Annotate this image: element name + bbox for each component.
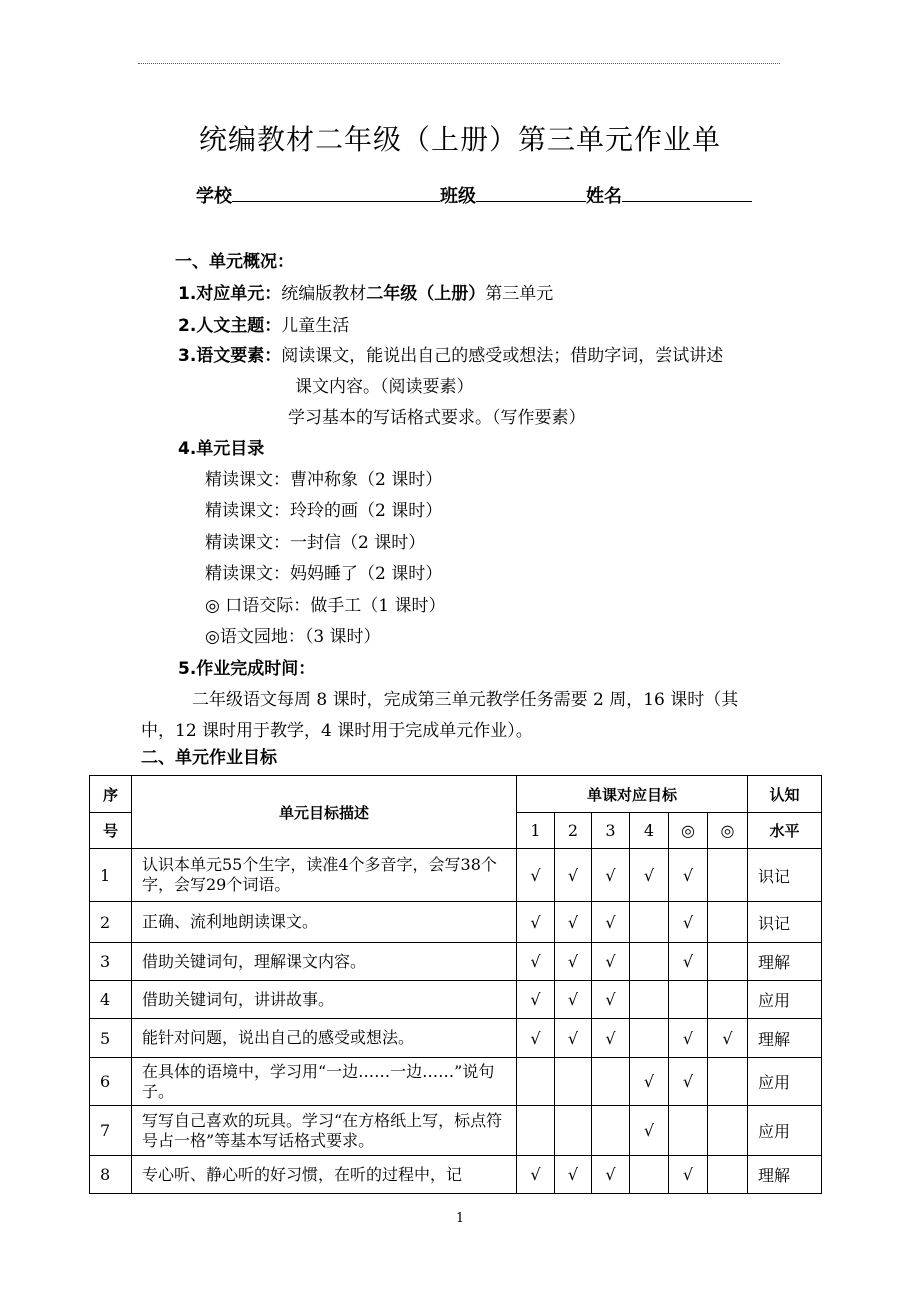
check-mark	[669, 981, 708, 1019]
page-number: 1	[455, 1211, 465, 1226]
row-description: 正确、流利地朗读课文。	[132, 902, 517, 943]
time-text-1: 二年级语文每周 8 课时，完成第三单元教学任务需要 2 周，16 课时（其	[192, 690, 739, 710]
target-col-1: 1	[517, 813, 555, 849]
student-info-fields	[196, 181, 752, 208]
row-description: 在具体的语境中，学习用“一边……一边……”说句子。	[132, 1058, 517, 1106]
seq-header-top: 序	[90, 776, 132, 813]
table-row	[90, 849, 822, 902]
table-row	[90, 1156, 822, 1194]
cognitive-level: 识记	[748, 849, 822, 902]
check-mark: √	[669, 943, 708, 981]
check-mark	[630, 1156, 669, 1194]
check-mark	[708, 1156, 748, 1194]
check-mark	[630, 902, 669, 943]
target-col-oral: ◎	[669, 813, 708, 849]
cognitive-level: 理解	[748, 1019, 822, 1058]
check-mark: √	[555, 902, 592, 943]
row-description: 写写自己喜欢的玩具。学习“在方格纸上写，标点符号占一格”等基本写话格式要求。	[132, 1106, 517, 1156]
page-title: 统编教材二年级（上册）第三单元作业单	[198, 123, 721, 156]
lang-text-3: 学习基本的写话格式要求。（写作要素）	[288, 408, 586, 428]
goals-table	[89, 775, 822, 1194]
check-mark: √	[669, 1058, 708, 1106]
table-row	[90, 943, 822, 981]
targets-header: 单课对应目标	[517, 776, 748, 813]
check-mark	[669, 1106, 708, 1156]
check-mark: √	[592, 902, 630, 943]
target-col-garden: ◎	[708, 813, 748, 849]
desc-header: 单元目标描述	[132, 776, 517, 849]
theme-value: 儿童生活	[281, 316, 350, 336]
check-mark	[517, 1058, 555, 1106]
target-col-2: 2	[555, 813, 592, 849]
theme-label: 2.人文主题：	[178, 316, 282, 336]
time-label: 5.作业完成时间：	[178, 659, 316, 679]
check-mark	[708, 849, 748, 902]
catalog-item: ◎ 口语交际：做手工（1 课时）	[205, 596, 446, 616]
cognitive-level: 理解	[748, 1156, 822, 1194]
check-mark	[555, 1106, 592, 1156]
check-mark: √	[517, 849, 555, 902]
check-mark	[708, 981, 748, 1019]
name-label: 姓名	[586, 186, 622, 207]
theme-line	[178, 311, 349, 336]
check-mark: √	[555, 849, 592, 902]
unit-prefix: 统编版教材	[281, 284, 367, 304]
check-mark	[592, 1106, 630, 1156]
target-col-3: 3	[592, 813, 630, 849]
check-mark	[708, 943, 748, 981]
unit-line	[178, 279, 553, 304]
check-mark: √	[669, 1019, 708, 1058]
level-header-bottom: 水平	[748, 813, 822, 849]
catalog-item: 精读课文：玲玲的画（2 课时）	[205, 501, 443, 521]
check-mark	[630, 981, 669, 1019]
target-col-4: 4	[630, 813, 669, 849]
check-mark	[708, 1058, 748, 1106]
check-mark: √	[630, 1106, 669, 1156]
check-mark: √	[592, 1156, 630, 1194]
catalog-item: 精读课文：妈妈睡了（2 课时）	[205, 564, 443, 584]
row-number: 6	[90, 1058, 132, 1106]
catalog-label: 4.单元目录	[178, 439, 265, 459]
table-row	[90, 1019, 822, 1058]
section2-heading: 二、单元作业目标	[141, 748, 277, 768]
unit-bold: 二年级（上册）	[366, 284, 486, 304]
check-mark: √	[630, 849, 669, 902]
class-blank[interactable]	[476, 181, 586, 202]
check-mark	[630, 943, 669, 981]
check-mark: √	[555, 943, 592, 981]
table-row	[90, 902, 822, 943]
check-mark: √	[517, 981, 555, 1019]
section1-heading: 一、单元概况：	[175, 252, 294, 272]
check-mark: √	[669, 1156, 708, 1194]
check-mark	[517, 1106, 555, 1156]
time-text-2: 中，12 课时用于教学，4 课时用于完成单元作业）。	[141, 721, 533, 741]
cognitive-level: 应用	[748, 1058, 822, 1106]
row-description: 借助关键词句，讲讲故事。	[132, 981, 517, 1019]
cognitive-level: 识记	[748, 902, 822, 943]
row-description: 专心听、静心听的好习惯，在听的过程中，记	[132, 1156, 517, 1194]
check-mark	[630, 1019, 669, 1058]
table-row	[90, 981, 822, 1019]
row-number: 2	[90, 902, 132, 943]
level-header-top: 认知	[748, 776, 822, 813]
row-number: 8	[90, 1156, 132, 1194]
check-mark	[708, 1106, 748, 1156]
check-mark: √	[669, 902, 708, 943]
row-description: 借助关键词句，理解课文内容。	[132, 943, 517, 981]
check-mark: √	[517, 943, 555, 981]
lang-label: 3.语文要素：	[178, 346, 282, 366]
row-description: 能针对问题，说出自己的感受或想法。	[132, 1019, 517, 1058]
check-mark	[555, 1058, 592, 1106]
check-mark: √	[592, 1019, 630, 1058]
school-label: 学校	[196, 186, 232, 207]
row-number: 7	[90, 1106, 132, 1156]
check-mark	[592, 1058, 630, 1106]
lang-text-2: 课文内容。（阅读要素）	[295, 377, 474, 397]
school-blank[interactable]	[232, 181, 440, 202]
class-label: 班级	[440, 186, 476, 207]
name-blank[interactable]	[622, 181, 752, 202]
check-mark: √	[555, 1019, 592, 1058]
check-mark: √	[517, 1019, 555, 1058]
check-mark: √	[555, 1156, 592, 1194]
check-mark: √	[669, 849, 708, 902]
header-dotted-rule	[138, 63, 780, 64]
check-mark: √	[517, 902, 555, 943]
cognitive-level: 应用	[748, 981, 822, 1019]
table-row	[90, 1106, 822, 1156]
seq-header-bottom: 号	[90, 813, 132, 849]
catalog-item: ◎语文园地：（3 课时）	[205, 627, 381, 647]
check-mark: √	[555, 981, 592, 1019]
row-description: 认识本单元55个生字，读准4个多音字，会写38个字，会写29个词语。	[132, 849, 517, 902]
check-mark: √	[592, 981, 630, 1019]
catalog-item: 精读课文：一封信（2 课时）	[205, 533, 426, 553]
cognitive-level: 理解	[748, 943, 822, 981]
lang-line-1	[178, 341, 723, 366]
row-number: 3	[90, 943, 132, 981]
catalog-item: 精读课文：曹冲称象（2 课时）	[205, 470, 443, 490]
cognitive-level: 应用	[748, 1106, 822, 1156]
lang-text-1: 阅读课文，能说出自己的感受或想法；借助字词，尝试讲述	[281, 346, 724, 366]
row-number: 4	[90, 981, 132, 1019]
check-mark: √	[517, 1156, 555, 1194]
check-mark: √	[592, 943, 630, 981]
row-number: 5	[90, 1019, 132, 1058]
unit-suffix: 第三单元	[485, 284, 554, 304]
row-number: 1	[90, 849, 132, 902]
table-row	[90, 1058, 822, 1106]
check-mark: √	[708, 1019, 748, 1058]
check-mark	[708, 902, 748, 943]
check-mark: √	[630, 1058, 669, 1106]
check-mark: √	[592, 849, 630, 902]
unit-label: 1.对应单元：	[178, 284, 282, 304]
